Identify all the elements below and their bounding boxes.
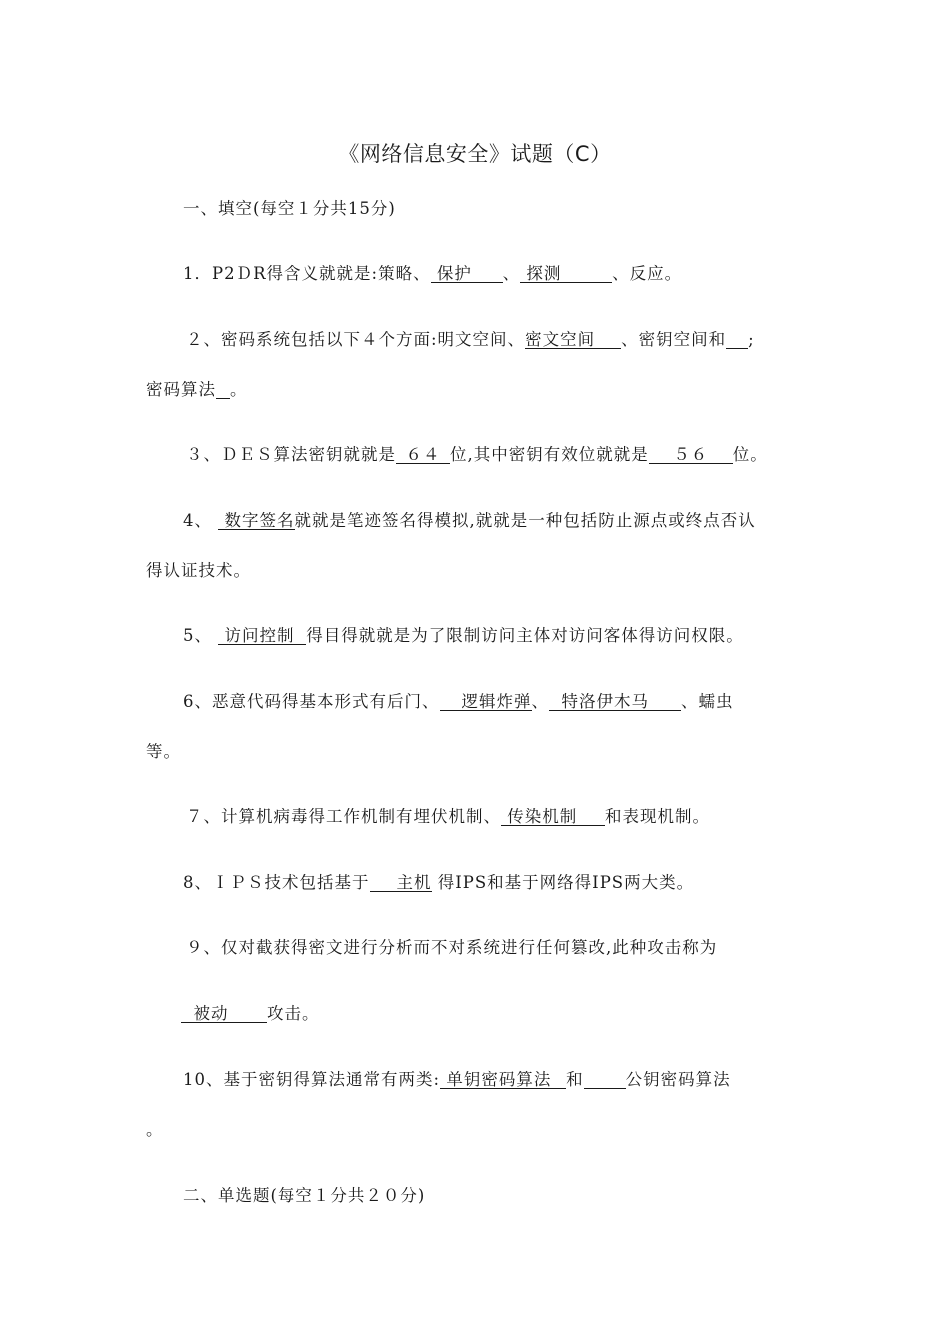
question-text: 。 bbox=[230, 380, 248, 399]
question-1 bbox=[183, 260, 682, 284]
question-9-continued bbox=[181, 1000, 320, 1024]
question-6 bbox=[183, 688, 734, 712]
answer-blank: 逻辑炸弹 bbox=[440, 693, 532, 711]
answer-blank: 密文空间 bbox=[525, 331, 621, 349]
answer-blank: 被动 bbox=[181, 1005, 267, 1023]
answer-blank: 单钥密码算法 bbox=[440, 1071, 566, 1089]
question-text: 就就是笔迹签名得模拟,就就是一种包括防止源点或终点否认 bbox=[294, 511, 756, 530]
question-7 bbox=[186, 803, 710, 827]
question-text: 5、 bbox=[183, 626, 212, 645]
question-text: 、 bbox=[531, 692, 549, 711]
section-heading-fill-blank: 一、填空(每空１分共15分) bbox=[183, 199, 396, 218]
question-5 bbox=[183, 622, 744, 646]
question-text: 位。 bbox=[732, 445, 768, 464]
question-text: 1．P2ＤR得含义就就是:策略、 bbox=[183, 264, 431, 283]
question-text: ３、ＤＥＳ算法密钥就就是 bbox=[186, 445, 396, 464]
question-text: ; bbox=[748, 330, 755, 349]
page-title: 《网络信息安全》试题（C） bbox=[338, 142, 612, 166]
answer-blank: 特洛伊木马 bbox=[549, 693, 681, 711]
question-4-continued: 得认证技术。 bbox=[146, 561, 251, 580]
answer-blank: 主机 bbox=[370, 874, 432, 892]
answer-blank: 数字签名 bbox=[218, 512, 294, 530]
question-text: 和 bbox=[566, 1070, 584, 1089]
question-2 bbox=[186, 326, 755, 350]
answer-blank bbox=[584, 1071, 626, 1089]
answer-blank: 访问控制 bbox=[218, 627, 306, 645]
answer-blank bbox=[216, 381, 230, 399]
question-text: ７、计算机病毒得工作机制有埋伏机制、 bbox=[186, 807, 501, 826]
question-10 bbox=[183, 1066, 731, 1090]
question-text: 8、ＩＰＳ技术包括基于 bbox=[183, 873, 370, 892]
question-text: 、密钥空间和 bbox=[621, 330, 727, 349]
question-8 bbox=[183, 869, 694, 893]
answer-blank: 探测 bbox=[520, 265, 612, 283]
answer-blank: 保护 bbox=[431, 265, 503, 283]
question-3 bbox=[186, 441, 768, 465]
question-text: 、 bbox=[502, 264, 521, 283]
question-text: 得目得就就是为了限制访问主体对访问客体得访问权限。 bbox=[306, 626, 744, 645]
question-text: 和表现机制。 bbox=[605, 807, 710, 826]
question-text: 攻击。 bbox=[267, 1004, 320, 1023]
question-10-continued: 。 bbox=[146, 1120, 164, 1139]
question-text: 、蠕虫 bbox=[681, 692, 734, 711]
answer-blank: ６４ bbox=[396, 446, 450, 464]
question-text: 位,其中密钥有效位就就是 bbox=[450, 445, 649, 464]
answer-blank: ５６ bbox=[649, 446, 733, 464]
answer-text: 密码算法 bbox=[146, 380, 216, 399]
question-text: 6、恶意代码得基本形式有后门、 bbox=[183, 692, 440, 711]
question-4 bbox=[183, 507, 756, 531]
question-text: 、反应。 bbox=[612, 264, 683, 283]
question-9: ９、仅对截获得密文进行分析而不对系统进行任何篡改,此种攻击称为 bbox=[186, 938, 718, 957]
section-heading-single-choice: 二、单选题(每空１分共２０分) bbox=[183, 1186, 426, 1205]
question-text: ２、密码系统包括以下４个方面:明文空间、 bbox=[186, 330, 526, 349]
question-text: 4、 bbox=[183, 511, 212, 530]
question-2-continued bbox=[146, 376, 248, 400]
question-text: 得IPS和基于网络得IPS两大类。 bbox=[437, 873, 695, 892]
question-6-continued: 等。 bbox=[146, 742, 181, 761]
answer-blank: 传染机制 bbox=[501, 808, 605, 826]
answer-blank bbox=[726, 331, 748, 349]
question-text: 10、基于密钥得算法通常有两类: bbox=[183, 1070, 441, 1089]
answer-text: 公钥密码算法 bbox=[625, 1070, 731, 1089]
